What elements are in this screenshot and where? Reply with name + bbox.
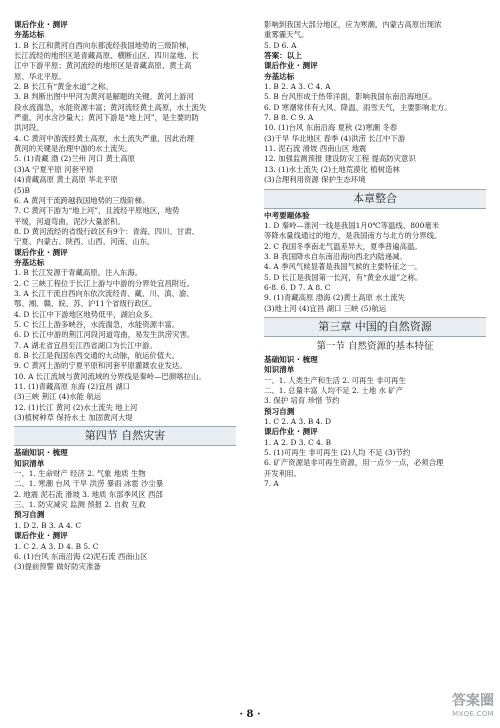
answer-line: 1. B 长江和黄河自西向东都流经我国地势的三级阶梯，: [14, 40, 194, 50]
answer-line: (4)青藏高原 黄土高原 华北平原: [14, 175, 118, 185]
answer-line: 5. (1)可再生 非可再生 (2)人均 不足 (3)节约: [264, 448, 411, 458]
answer-line: 严重，河水含沙量大；黄河下游是“地上河”，是主要的防: [14, 113, 199, 123]
answer-line: 13. (1)水土流失 (2)土地荒漠化 植树造林: [264, 164, 400, 174]
chapter-title: 第四节 自然灾害: [14, 426, 236, 446]
answer-line: 4. C 黄河中游流经黄土高原，水土流失严重，因此治理: [14, 133, 195, 143]
section-heading: 中考要题体验: [264, 210, 310, 220]
answer-line: 7. C 黄河下游为“地上河”，且流经平原地区，地势: [14, 206, 180, 216]
answer-line: 9. (1)青藏高原 渤海 (2)黄土高原 水土流失: [264, 293, 405, 303]
answer-line: 等降水量线通过的地方，是我国南方与北方的分界线。: [264, 231, 442, 241]
answer-line: 5. C 长江上游多峡谷，水流湍急，水能资源丰富。: [14, 319, 180, 329]
answer-line: 6. 矿产资源是非可再生资源，用一点少一点，必须合理: [264, 458, 444, 468]
answer-line: 宁夏、内蒙古、陕西、山西、河南、山东。: [14, 237, 155, 247]
section-heading: 答案：以上: [264, 51, 302, 61]
answer-line: 黄河的关键是治理中游的水土流失。: [14, 144, 133, 154]
answer-line: 1. C 2. A 3. D 4. B 5. C: [14, 541, 99, 551]
answer-line: 5. D 长江是我国第一长河，有“黄金水道”之称。: [264, 272, 423, 282]
answer-line: 12. (1)长江 黄河 (2)水土流失 地上河: [14, 402, 138, 412]
answer-line: 4. A 季风气候显著是我国气候的主要特征之一。: [264, 262, 422, 272]
answer-line: (3)提前预警 做好防灾准备: [14, 562, 101, 572]
answer-line: 平缓，河道弯曲，泥沙大量淤积。: [14, 216, 125, 226]
answer-line: 1. B 长江发源于青藏高原，注入东海。: [14, 268, 143, 278]
answer-line: 5. (1)青藏 渤 (2)兰州 河口 黄土高原: [14, 154, 136, 164]
section-heading: 夯基达标: [14, 257, 45, 267]
section-heading: 夯基达标: [14, 30, 45, 40]
answer-line: 江中下游平原；黄河流经的地形区是青藏高原、黄土高: [14, 61, 192, 71]
answer-line: 12. 加强监测预报 建设防灾工程 提高防灾意识: [264, 154, 416, 164]
answer-line: (3)植树种草 保持水土 加固黄河大堤: [14, 413, 133, 423]
answer-line: 11. 泥石流 滑坡 西南山区 地震: [264, 144, 367, 154]
section-heading: 知识清单: [14, 458, 45, 468]
answer-line: 1. C 2. A 3. B 4. D: [264, 417, 331, 426]
answer-line: 6. (1)台风 东南沿海 (2)泥石流 西南山区: [14, 551, 148, 561]
answer-line: 二、1. 寒潮 台风 干旱 洪涝 暴雨 冰雹 沙尘暴: [14, 479, 164, 489]
section-heading: 课后作业 · 测评: [264, 427, 318, 437]
answer-line: 段水流湍急，水能资源丰富；黄河流经黄土高原，水土流失: [14, 102, 207, 112]
answer-line: 3. B 我国降水自东南沿海向西北内陆递减。: [264, 251, 407, 261]
answer-line: (3)干旱 华北地区 春季 (4)洪涝 长江中下游: [264, 133, 406, 143]
answer-line: 开发利用。: [264, 468, 301, 478]
answer-line: 影响到我国大部分地区，应为寒潮，内蒙古高原出现浓: [264, 20, 442, 29]
answer-line: 一、1. 人类生产和生活 2. 可再生 非可再生: [264, 375, 406, 385]
answer-line: 6. D 寒潮常伴有大风、降温、雨雪天气，主要影响北方。: [264, 102, 452, 112]
answer-line: 2. C 三峡工程位于长江上游与中游的分界处宜昌附近。: [14, 278, 195, 288]
answer-line: 一、1. 生命财产 经济 2. 气象 地质 生物: [14, 469, 146, 479]
answer-line: 鄂、湘、赣、皖、苏、沪11个省级行政区。: [14, 299, 157, 309]
answer-line: 二、1. 总量丰富 人均不足 2. 土地 水 矿产: [264, 385, 404, 395]
answer-line: 三、1. 防灾减灾 监测 预报 2. 自救 互救: [14, 500, 146, 510]
answer-line: 4. D 长江中下游地区地势低平，湖泊众多。: [14, 309, 158, 319]
answer-line: 洪河段。: [14, 123, 44, 133]
answer-line: 3. A 长江干流自西向东依次流经青、藏、川、滇、渝、: [14, 288, 194, 298]
chapter-title: 第三章 中国的自然资源: [264, 317, 486, 337]
answer-line: 7. B 8. C 9. A: [264, 113, 314, 123]
answer-line: 3. 保护 培育 珍惜 节约: [264, 396, 340, 406]
answer-line: 6. A 黄河干流跨越我国地势的三级阶梯。: [14, 195, 150, 205]
answer-line: 3. B 判断出图中甲河为黄河是解题的关键。黄河上游河: [14, 92, 194, 102]
section-heading: 课后作业 · 测评: [264, 61, 318, 71]
answer-line: 7. A 湖北省宜昌至江西省湖口为长江中游。: [14, 340, 157, 350]
answer-line: 9. C 黄河上游的宁夏平原和河套平原灌溉农业发达。: [14, 361, 187, 371]
answer-line: 5. B 台风形成于热带洋面，影响我国东南沿海地区。: [264, 92, 437, 102]
answer-line: 8. B 长江是我国东西交通的大动脉，航运价值大。: [14, 351, 179, 360]
watermark-logo: [424, 694, 494, 722]
section-title: 第一节 自然资源的基本特征: [316, 340, 434, 352]
answer-line: (3)合理利用资源 保护生态环境: [264, 175, 366, 185]
section-heading: 基础知识 · 梳理: [14, 448, 68, 458]
answer-line: 10. A 长江流域与黄河流域的分界线是秦岭—巴颜喀拉山。: [14, 371, 206, 381]
section-heading: 课后作业 · 测评: [14, 247, 68, 257]
chapter-title: 本章整合: [264, 189, 486, 209]
answer-line: 长江流经的地形区是青藏高原、横断山区、四川盆地、长: [14, 51, 199, 61]
section-heading: 课后作业 · 测评: [14, 531, 68, 541]
answer-line: 1. D 秦岭—淮河一线是我国1月0℃等温线、800毫米: [264, 220, 440, 230]
section-heading: 课后作业 · 测评: [14, 20, 68, 29]
answer-line: 5. D 6. A: [264, 40, 297, 50]
answer-line: 7. A: [264, 479, 279, 489]
answer-line: 2. C 我国冬季南北气温差异大，夏季普遍高温。: [264, 241, 422, 251]
section-heading: 预习自测: [14, 510, 45, 520]
answer-line: 6. D 长江中游的荆江河段河道弯曲，易发生洪涝灾害。: [14, 330, 195, 340]
answer-line: (3)地上河 (4)宜昌 湖口 三峡 (5)航运: [264, 303, 387, 313]
answer-line: 1. D 2. B 3. A 4. C: [14, 520, 81, 530]
answer-line: 原、华北平原。: [14, 71, 66, 81]
watermark-line1: 答案圈: [452, 693, 494, 709]
section-heading: 基础知识 · 梳理: [264, 354, 318, 364]
answer-line: 1. A 2. D 3. C 4. B: [264, 437, 331, 447]
answer-line: (5)B: [14, 185, 30, 195]
answer-line: 重雾霾天气。: [264, 30, 309, 40]
section-heading: 夯基达标: [264, 71, 295, 81]
answer-line: (3)A 宁夏平原 河套平原: [14, 164, 94, 174]
answer-line: 10. (1)台风 东南沿海 夏秋 (2)寒潮 冬春: [264, 123, 398, 133]
page-number: · 8 ·: [239, 709, 261, 720]
answer-line: 6-8. 6. D 7. A 8. C: [264, 282, 331, 292]
answer-line: 2. 地震 泥石流 滑坡 3. 地质 东部季风区 西部: [14, 489, 163, 499]
watermark-line2: MXQE.COM: [452, 710, 494, 718]
answer-line: 2. B 长江有“黄金水道”之称。: [14, 82, 113, 92]
answer-line: 1. B 2. A 3. C 4. A: [264, 82, 331, 92]
right-column: [264, 20, 486, 489]
left-column: [14, 20, 236, 573]
section-heading: 知识清单: [264, 365, 295, 375]
section-heading: 预习自测: [264, 406, 295, 416]
answer-line: (3)三峡 荆江 (4)水能 航运: [14, 392, 102, 402]
answer-line: 8. D 黄河流经的省级行政区有9个：青海、四川、甘肃、: [14, 226, 199, 236]
answer-line: 11. (1)青藏高原 东海 (2)宜昌 湖口: [14, 382, 130, 392]
